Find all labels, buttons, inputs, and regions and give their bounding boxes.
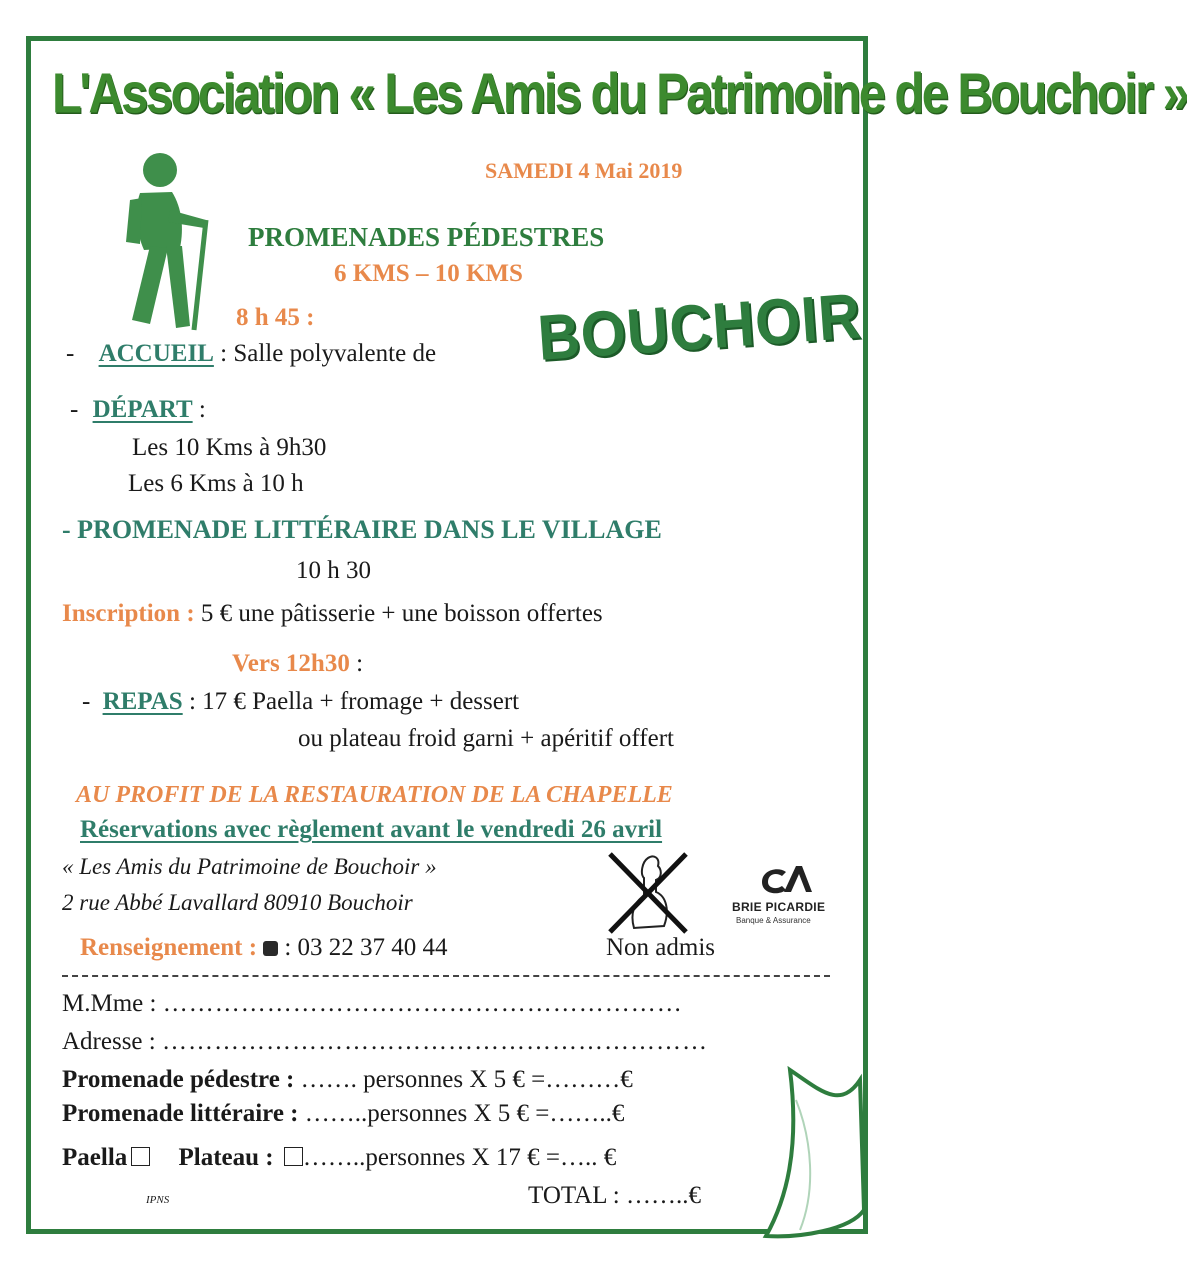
credit-agricole-logo <box>728 862 846 932</box>
ipns-mark: IPNS <box>146 1194 170 1206</box>
literary-walk: - PROMENADE LITTÉRAIRE DANS LE VILLAGE <box>62 515 662 544</box>
welcome-line <box>66 340 436 368</box>
meal-label: REPAS <box>102 688 183 715</box>
benefit-note: AU PROFIT DE LA RESTAURATION DE LA CHAPELLE <box>76 782 673 808</box>
bank-tagline: Banque & Assurance <box>736 916 811 925</box>
meal-line <box>82 688 519 716</box>
bank-name: BRIE PICARDIE <box>732 900 826 914</box>
paella-checkbox[interactable] <box>131 1147 150 1166</box>
plateau-checkbox[interactable] <box>284 1147 303 1166</box>
departure-6km: Les 6 Kms à 10 h <box>128 470 304 497</box>
association-address: 2 rue Abbé Lavallard 80910 Bouchoir <box>62 890 413 915</box>
form-address-label: Adresse : <box>62 1028 156 1055</box>
welcome-dash: - <box>66 340 75 367</box>
registration-text: 5 € une pâtisserie + une boisson offertes <box>200 600 603 627</box>
form-name-field[interactable]: …………………………………………………… <box>162 990 683 1017</box>
form-address-field[interactable]: ……………………………………………………… <box>161 1028 708 1055</box>
telephone-icon <box>263 941 278 956</box>
welcome-text: Salle polyvalente de <box>233 340 437 367</box>
form-address-row <box>62 1028 708 1056</box>
registration-label: Inscription : <box>62 600 195 627</box>
form-separator <box>62 975 830 977</box>
departure-line <box>70 396 206 424</box>
form-plateau-label: Plateau : <box>178 1144 274 1171</box>
form-literary-label: Promenade littéraire : <box>62 1100 299 1127</box>
event-date: SAMEDI 4 Mai 2019 <box>485 158 683 183</box>
literary-time: 10 h 30 <box>296 557 371 584</box>
phone-number: : 03 22 37 40 44 <box>284 934 448 961</box>
welcome-time: 8 h 45 : <box>236 304 315 331</box>
hiker-icon <box>110 148 220 338</box>
form-literary-field[interactable]: ……..personnes X 5 € =……..€ <box>304 1100 625 1127</box>
form-meal-row <box>62 1144 616 1172</box>
no-dogs-icon <box>604 848 692 938</box>
departure-10km: Les 10 Kms à 9h30 <box>132 434 327 461</box>
departure-dash: - <box>70 396 79 423</box>
walk-distances: 6 KMS – 10 KMS <box>334 260 523 287</box>
walks-title: PROMENADES PÉDESTRES <box>248 222 605 252</box>
meal-text-1: 17 € Paella + fromage + dessert <box>202 688 520 715</box>
registration-line <box>62 600 603 628</box>
meal-text-2: ou plateau froid garni + apéritif offert <box>298 725 674 752</box>
form-total[interactable]: TOTAL : ……..€ <box>528 1182 701 1209</box>
info-label: Renseignement : <box>80 934 258 961</box>
form-paella-label: Paella <box>62 1144 128 1171</box>
departure-label: DÉPART <box>92 396 193 423</box>
departure-colon: : <box>198 396 206 423</box>
ca-mark <box>758 862 814 896</box>
meal-time-line <box>232 650 363 678</box>
reservation-note: Réservations avec règlement avant le vendredi 26 avril <box>80 816 663 843</box>
form-name-label: M.Mme : <box>62 990 157 1017</box>
welcome-colon: : <box>220 340 228 367</box>
meal-time-colon: : <box>356 650 364 677</box>
meal-time: Vers 12h30 <box>232 650 350 677</box>
form-walk-field[interactable]: ……. personnes X 5 € =………€ <box>300 1066 633 1093</box>
form-walk-row <box>62 1066 633 1094</box>
form-name-row <box>62 990 683 1018</box>
info-line <box>80 934 448 962</box>
page-curl <box>760 1060 868 1240</box>
form-literary-row <box>62 1100 624 1128</box>
welcome-label: ACCUEIL <box>98 340 214 367</box>
form-walk-label: Promenade pédestre : <box>62 1066 295 1093</box>
meal-colon: : <box>188 688 196 715</box>
form-meal-field[interactable]: ……..personnes X 17 € =….. € <box>302 1144 617 1171</box>
village-name: BOUCHOIR <box>535 280 864 375</box>
association-name: « Les Amis du Patrimoine de Bouchoir » <box>62 854 437 879</box>
dogs-note: Non admis <box>606 934 716 961</box>
meal-dash: - <box>82 688 91 715</box>
association-title: L'Association « Les Amis du Patrimoine de Bouchoir » <box>52 63 1187 126</box>
